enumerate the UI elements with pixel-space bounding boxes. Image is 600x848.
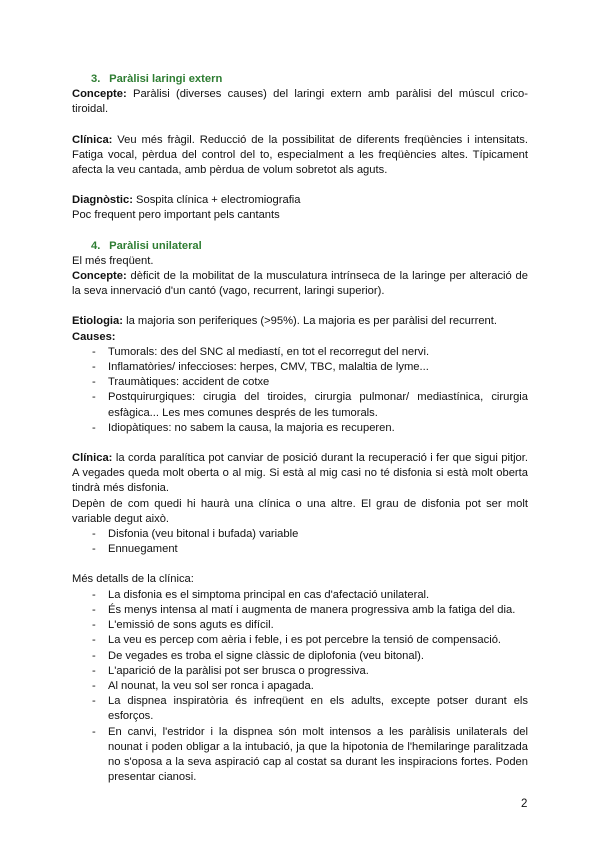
section-4-heading (91, 239, 528, 254)
concepte-text: Paràlisi (diverses causes) del laringi extern amb paràlisi del múscul crico-tiroidal. (72, 88, 528, 116)
clinica-text: Veu més fràgil. Reducció de la possibilitat de diferents freqüències i intensitats. Fatiga vocal, pèrdua del control del to, especialment a les freqüències altes. Típicament afecta la veu cantada, amb pèrdua de volum sobretot als aguts. (72, 133, 528, 177)
list-item: - La dispnea inspiratòria és infreqüent en els adults, excepte potser durant els esforços. (92, 695, 528, 723)
section-3-title: Paràlisi laringi extern (109, 73, 223, 85)
clinica-label: Clínica: (72, 133, 113, 146)
concepte-label: Concepte: (72, 270, 127, 283)
clinica-text: la corda paralítica pot canviar de posició durant la recuperació i fer que sigui pitjor. A vegades queda molt oberta o al mig. Si està al mig casi no té disfonia si està molt oberta tindrà més disfonia. (72, 452, 528, 495)
list-item: - L'emissió de sons aguts es difícil. (92, 619, 274, 632)
clinica-label: Clínica: (72, 452, 113, 465)
list-item: - Traumàtiques: accident de cotxe (92, 376, 270, 389)
list-item: - Ennuegament (92, 543, 178, 556)
concepte-label: Concepte: (72, 88, 127, 101)
section-3-diagnostic (72, 193, 528, 208)
details-list (72, 588, 528, 786)
list-item: - Disfonia (veu bitonal i bufada) variable (92, 528, 299, 541)
list-item: - La disfonia es el simptoma principal en cas d'afectació unilateral. (92, 588, 430, 601)
section-3-heading (91, 72, 528, 87)
causes-label: Causes: (72, 330, 116, 343)
document-page (72, 72, 528, 785)
list-item: - Tumorals: des del SNC al mediastí, en tot el recorregut del nervi. (92, 345, 430, 358)
diagnostic-text: Sospita clínica + electromiografia (132, 194, 301, 207)
etiologia-text: la majoria son periferiques (>95%). La majoria es per paràlisi del recurrent. (122, 315, 497, 328)
section-3-clinica (72, 133, 528, 179)
list-item: - L'aparició de la paràlisi pot ser brusca o progressiva. (92, 664, 369, 677)
list-item: - Al nounat, la veu sol ser ronca i apagada. (92, 679, 314, 692)
section-3-concepte (72, 87, 528, 117)
list-item: - Postquirurgiques: cirugia del tiroides, cirurgia pulmonar/ mediastínica, cirurgia esfàgica... Les mes comunes després de les tumorals. (92, 391, 528, 419)
list-item: - Inflamatòries/ infeccioses: herpes, CMV, TBC, malaltia de lyme... (92, 361, 429, 374)
section-4-clinica-2: Depèn de com quedi hi haurà una clínica o una altre. El grau de disfonia pot ser molt variable degut això. (72, 497, 528, 525)
page-number: 2 (521, 798, 528, 810)
section-4-concepte (72, 269, 528, 299)
concepte-text: dèficit de la mobilitat de la musculatura intrínseca de la laringe per alteració de la seva innervació d'un cantó (vago, recurrent, laringi superior). (72, 270, 528, 298)
details-heading: Més detalls de la clínica: (72, 573, 194, 586)
list-item: - Idiopàtiques: no sabem la causa, la majoria es recuperen. (92, 421, 395, 434)
list-item: - En canvi, l'estridor i la dispnea són molt intensos a les paràlisis unilaterals del nounat i poden obligar a la intubació, ja que la hipotonia de l'hemilaringe paralitzada no s'oposa a la seva aspiració cap al costat sa durant les inspiracions fortes. Poden presentar cianosi. (92, 725, 528, 784)
diagnostic-note: Poc frequent pero important pels cantants (72, 209, 280, 222)
section-3-number: 3. (91, 73, 101, 85)
list-item: - És menys intensa al matí i augmenta de manera progressiva amb la fatiga del dia. (92, 603, 516, 616)
list-item: - De vegades es troba el signe clàssic de diplofonia (veu bitonal). (92, 649, 424, 662)
clinica-list (72, 527, 528, 557)
etiologia-label: Etiologia: (72, 315, 123, 328)
section-4-clinica (72, 451, 528, 497)
diagnostic-label: Diagnòstic: (72, 194, 133, 207)
section-4-intro: El més freqüent. (72, 254, 154, 267)
section-4-number: 4. (91, 239, 101, 252)
section-4-title: Paràlisi unilateral (109, 239, 202, 252)
section-4-etiologia (72, 314, 528, 329)
list-item: - La veu es percep com aèria i feble, i es pot percebre la tensió de compensació. (92, 634, 502, 647)
causes-list (72, 345, 528, 436)
causes-heading (72, 330, 528, 345)
